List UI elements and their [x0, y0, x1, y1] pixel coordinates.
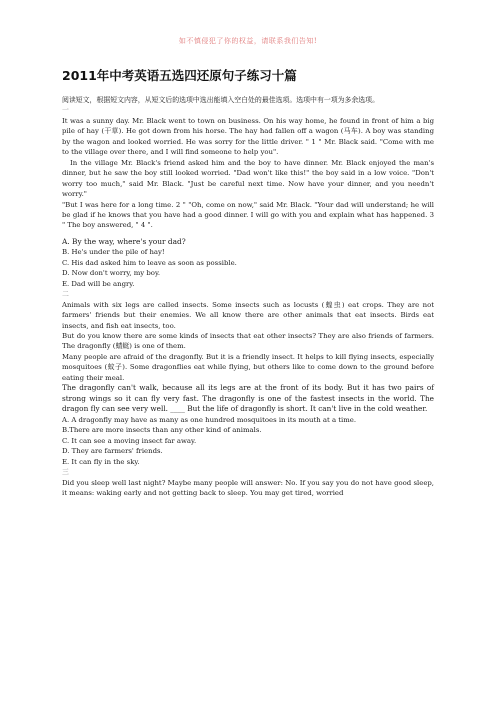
passage-2-para-4: The dragonfly can't walk, because all its legs are at the front of its body. But it has two pairs of strong wings so it can fly very fast. The dragonfly is one of the fastest insects in the world. The dragon fly can see very well. ____ But the life of dragonfly is short. It can't live in the cold weather. [62, 383, 434, 414]
passage-1-option-e: E. Dad will be angry. [62, 279, 135, 288]
passage-2-para-2: But do you know there are some kinds of insects that eat other insects? They are also friends of farmers. The dragonfly (蜻蜓) is one of them. [62, 331, 434, 351]
passage-2-option-e: E. It can fly in the sky. [62, 457, 140, 466]
passage-2-option-b: B.There are more insects than any other kind of animals. [62, 426, 262, 435]
passage-2-option-a: A. A dragonfly may have as many as one hundred mosquitoes in its mouth at a time. [62, 416, 357, 425]
instruction-text: 阅读短文，根据短文内容，从短文后的选项中选出能填入空白处的最佳选项。选项中有一项为多余选项。 [62, 96, 379, 104]
passage-2-option-d: D. They are farmers' friends. [62, 447, 163, 456]
passage-1-option-b: B. He's under the pile of hay! [62, 248, 165, 257]
section-marker-2: 二 [62, 290, 69, 299]
passage-2-option-c: C. It can see a moving insect far away. [62, 436, 197, 445]
section-marker-1: 一 [62, 106, 69, 115]
section-marker-3: 三 [62, 468, 69, 477]
passage-1-option-d: D. Now don't worry, my boy. [62, 269, 161, 278]
passage-2-para-1: Animals with six legs are called insects. Some insects such as locusts (蝗虫) eat crops. They are not farmers' friends but their enemies. We all know there are other animals that eat insects. Birds eat insects, and fish eat insects, too. [62, 300, 434, 330]
passage-1-para-3: "But I was here for a long time. 2 " "Oh, come on now," said Mr. Black. "Your dad will understand; he will be glad if he knows that you have had a good dinner. I will go with you and explain what has happened. 3 " The boy answered, " 4 ". [62, 200, 434, 230]
document-title: 2011年中考英语五选四还原句子练习十篇 [62, 68, 297, 83]
passage-2-para-3: Many people are afraid of the dragonfly. But it is a friendly insect. It helps to kill flying insects, especially mosquitoes (蚊子). Some dragonflies eat while flying, but others like to come down to the ground before eating their meal. [62, 352, 434, 382]
passage-3-para-1: Did you sleep well last night? Maybe many people will answer: No. If you say you do not have good sleep, it means: waking early and not getting back to sleep. You may get tired, worried [62, 478, 434, 498]
passage-1-option-c: C. His dad asked him to leave as soon as possible. [62, 258, 237, 267]
passage-1-para-2: In the village Mr. Black's friend asked him and the boy to have dinner. Mr. Black enjoyed the man's dinner, but he saw the boy still looked worried. "Dad won't like this!" the boy said in a low voice. "Don't worry too much," said Mr. Black. "Just be careful next time. Now have your dinner, and you needn't worry." [62, 158, 434, 199]
document-body [62, 95, 434, 499]
passage-1-option-a: A. By the way, where's your dad? [62, 236, 186, 246]
watermark-banner: 如不慎侵犯了你的权益，请联系我们告知! [178, 37, 318, 45]
passage-1-para-1: It was a sunny day. Mr. Black went to town on business. On his way home, he found in front of him a big pile of hay (干草). He got down from his horse. The hay had fallen off a wagon (马车). A boy was standing by the wagon and looked worried. He was sorry for the little driver. " 1 " Mr. Black said. "Come with me to the village over there, and I will find someone to help you". [62, 116, 434, 157]
